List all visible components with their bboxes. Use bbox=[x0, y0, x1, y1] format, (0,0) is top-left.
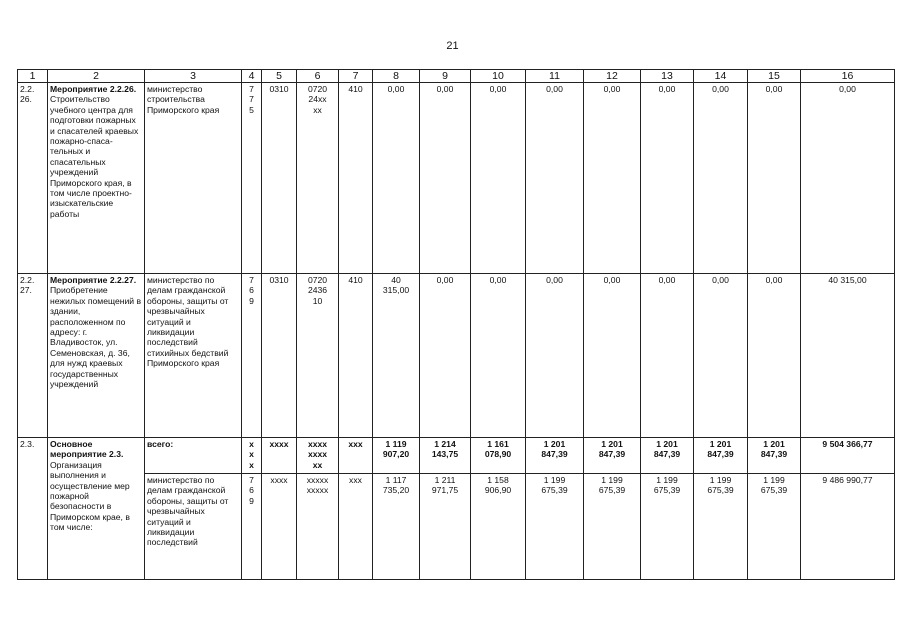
value-cell: 0,00 bbox=[584, 274, 641, 438]
total-cell: 9 486 990,77 bbox=[801, 474, 895, 580]
value-cell: 0,00 bbox=[748, 83, 801, 274]
value-cell: 1 201 847,39 bbox=[526, 438, 584, 474]
grbs-cell: 7 7 5 bbox=[242, 83, 262, 274]
row-id: 2.2. 27. bbox=[18, 274, 48, 438]
value-cell: 0,00 bbox=[526, 274, 584, 438]
row-title-cell bbox=[48, 274, 145, 438]
rz-cell: 0310 bbox=[262, 83, 297, 274]
row-title-cell bbox=[48, 438, 145, 580]
col-header: 9 bbox=[420, 70, 471, 83]
total-cell: 9 504 366,77 bbox=[801, 438, 895, 474]
col-header: 3 bbox=[145, 70, 242, 83]
budget-table bbox=[17, 69, 895, 580]
value-cell: 1 199 675,39 bbox=[694, 474, 748, 580]
header-row bbox=[18, 70, 895, 83]
col-header: 11 bbox=[526, 70, 584, 83]
value-cell: 0,00 bbox=[471, 83, 526, 274]
table-row bbox=[18, 83, 895, 274]
row-desc: Приобретение нежилых помещений в здании, расположенном по адресу: г. Владивосток, ул. Семеновская, д. 36, для нужд краевых государственных учреждений bbox=[50, 285, 142, 390]
vr-cell: 410 bbox=[339, 274, 373, 438]
table-row bbox=[18, 274, 895, 438]
value-cell: 0,00 bbox=[373, 83, 420, 274]
col-header: 10 bbox=[471, 70, 526, 83]
value-cell: 1 199 675,39 bbox=[748, 474, 801, 580]
value-cell: 1 199 675,39 bbox=[584, 474, 641, 580]
csr-cell: ххххх ххххх bbox=[297, 474, 339, 580]
csr-cell: хххх хххх хх bbox=[297, 438, 339, 474]
value-cell: 1 201 847,39 bbox=[641, 438, 694, 474]
row-desc: Строительство учебного центра для подготовки пожарных и спасателей краевых пожарно-спаса-тельных и спасательных учреждений Приморского края, в том числе проектно-изыскательские работы bbox=[50, 94, 139, 219]
col-header: 8 bbox=[373, 70, 420, 83]
csr-cell: 0720 24xx xx bbox=[297, 83, 339, 274]
value-cell: 1 201 847,39 bbox=[748, 438, 801, 474]
value-cell: 0,00 bbox=[694, 83, 748, 274]
value-cell: 1 199 675,39 bbox=[641, 474, 694, 580]
total-cell: 40 315,00 bbox=[801, 274, 895, 438]
col-header: 5 bbox=[262, 70, 297, 83]
value-cell: 1 119 907,20 bbox=[373, 438, 420, 474]
value-cell: 40 315,00 bbox=[373, 274, 420, 438]
col-header: 14 bbox=[694, 70, 748, 83]
row-id: 2.2. 26. bbox=[18, 83, 48, 274]
row-org: министерство по делам гражданской обороны, защиты от чрезвычайных ситуаций и ликвидации последствий bbox=[145, 474, 242, 580]
value-cell: 0,00 bbox=[641, 83, 694, 274]
col-header: 4 bbox=[242, 70, 262, 83]
rz-cell: 0310 bbox=[262, 274, 297, 438]
grbs-cell: x x x bbox=[242, 438, 262, 474]
col-header: 7 bbox=[339, 70, 373, 83]
vr-cell: ххх bbox=[339, 474, 373, 580]
value-cell: 0,00 bbox=[641, 274, 694, 438]
total-cell: 0,00 bbox=[801, 83, 895, 274]
vr-cell: ххх bbox=[339, 438, 373, 474]
rz-cell: хххх bbox=[262, 474, 297, 580]
value-cell: 0,00 bbox=[420, 83, 471, 274]
table-row bbox=[18, 438, 895, 474]
grbs-cell: 7 6 9 bbox=[242, 274, 262, 438]
value-cell: 0,00 bbox=[471, 274, 526, 438]
value-cell: 1 214 143,75 bbox=[420, 438, 471, 474]
row-title: Основное мероприятие 2.3. bbox=[50, 439, 124, 460]
vr-cell: 410 bbox=[339, 83, 373, 274]
value-cell: 1 199 675,39 bbox=[526, 474, 584, 580]
row-org: всего: bbox=[145, 438, 242, 474]
col-header: 6 bbox=[297, 70, 339, 83]
row-title: Мероприятие 2.2.27. bbox=[50, 275, 137, 285]
value-cell: 1 201 847,39 bbox=[694, 438, 748, 474]
csr-cell: 0720 2436 10 bbox=[297, 274, 339, 438]
col-header: 13 bbox=[641, 70, 694, 83]
value-cell: 1 201 847,39 bbox=[584, 438, 641, 474]
value-cell: 1 211 971,75 bbox=[420, 474, 471, 580]
col-header: 16 bbox=[801, 70, 895, 83]
value-cell: 0,00 bbox=[694, 274, 748, 438]
rz-cell: хххх bbox=[262, 438, 297, 474]
value-cell: 1 161 078,90 bbox=[471, 438, 526, 474]
page-number: 21 bbox=[446, 40, 459, 52]
value-cell: 1 158 906,90 bbox=[471, 474, 526, 580]
value-cell: 0,00 bbox=[420, 274, 471, 438]
row-title: Мероприятие 2.2.26. bbox=[50, 84, 137, 94]
table-row bbox=[18, 474, 895, 580]
value-cell: 0,00 bbox=[584, 83, 641, 274]
col-header: 1 bbox=[18, 70, 48, 83]
grbs-cell: 7 6 9 bbox=[242, 474, 262, 580]
col-header: 12 bbox=[584, 70, 641, 83]
row-org: министерство по делам гражданской обороны, защиты от чрезвычайных ситуаций и ликвидации последствий стихийных бедствий Приморского края bbox=[145, 274, 242, 438]
col-header: 2 bbox=[48, 70, 145, 83]
value-cell: 0,00 bbox=[748, 274, 801, 438]
row-desc: Организация выполнения и осуществление мер пожарной безопасности в Приморском крае, в том числе: bbox=[50, 459, 130, 533]
row-title-cell bbox=[48, 83, 145, 274]
row-id: 2.3. bbox=[18, 438, 48, 580]
value-cell: 1 117 735,20 bbox=[373, 474, 420, 580]
row-org: министерство строительства Приморского края bbox=[145, 83, 242, 274]
value-cell: 0,00 bbox=[526, 83, 584, 274]
col-header: 15 bbox=[748, 70, 801, 83]
